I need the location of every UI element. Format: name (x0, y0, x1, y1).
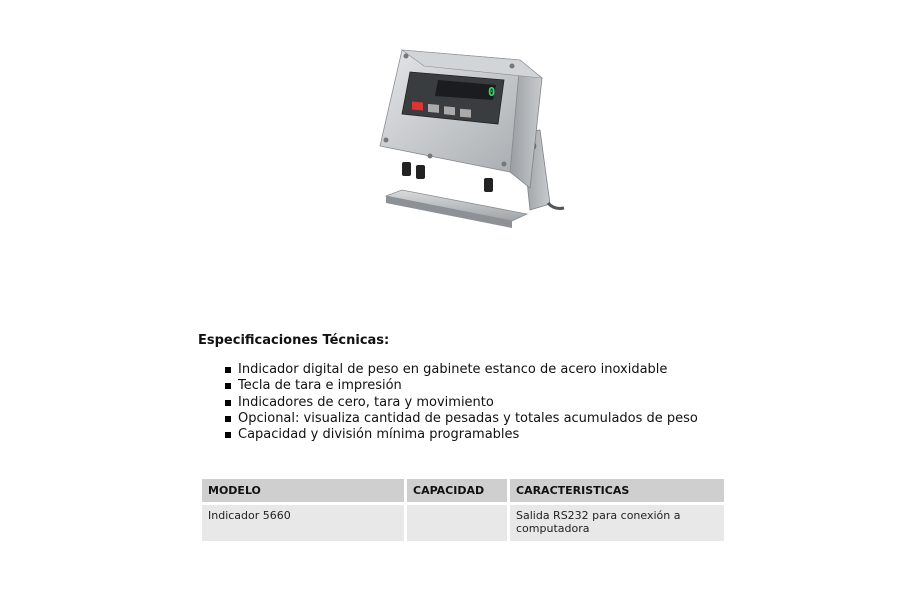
bullet-icon (225, 383, 231, 389)
spec-item (222, 395, 698, 411)
cell-capacidad (407, 505, 507, 541)
display-digit: 0 (488, 85, 496, 99)
spec-item (222, 362, 698, 378)
table-header-row (202, 479, 724, 502)
header-capacidad: CAPACIDAD (407, 479, 507, 502)
spec-item (222, 427, 698, 443)
spec-item-text: Tecla de tara e impresión (238, 378, 402, 394)
specs-table (199, 476, 727, 544)
bullet-icon (225, 416, 231, 422)
cell-modelo: Indicador 5660 (202, 505, 404, 541)
bullet-icon (225, 432, 231, 438)
bullet-icon (225, 400, 231, 406)
product-image (372, 38, 577, 243)
spec-item-text: Capacidad y división mínima programables (238, 427, 520, 443)
specs-title: Especificaciones Técnicas: (198, 333, 390, 348)
table-row (202, 505, 724, 541)
cell-caracteristicas: Salida RS232 para conexión a computadora (510, 505, 724, 541)
spec-item-text: Indicador digital de peso en gabinete estanco de acero inoxidable (238, 362, 668, 377)
bullet-icon (225, 367, 231, 373)
spec-item-text: Indicadores de cero, tara y movimiento (238, 394, 494, 410)
spec-item (222, 378, 698, 394)
specs-list (222, 362, 698, 443)
header-caracteristicas: CARACTERISTICAS (510, 479, 724, 502)
header-modelo: MODELO (202, 479, 404, 502)
spec-item (222, 411, 698, 427)
spec-item-text: Opcional: visualiza cantidad de pesadas y totales acumulados de peso (238, 410, 698, 426)
